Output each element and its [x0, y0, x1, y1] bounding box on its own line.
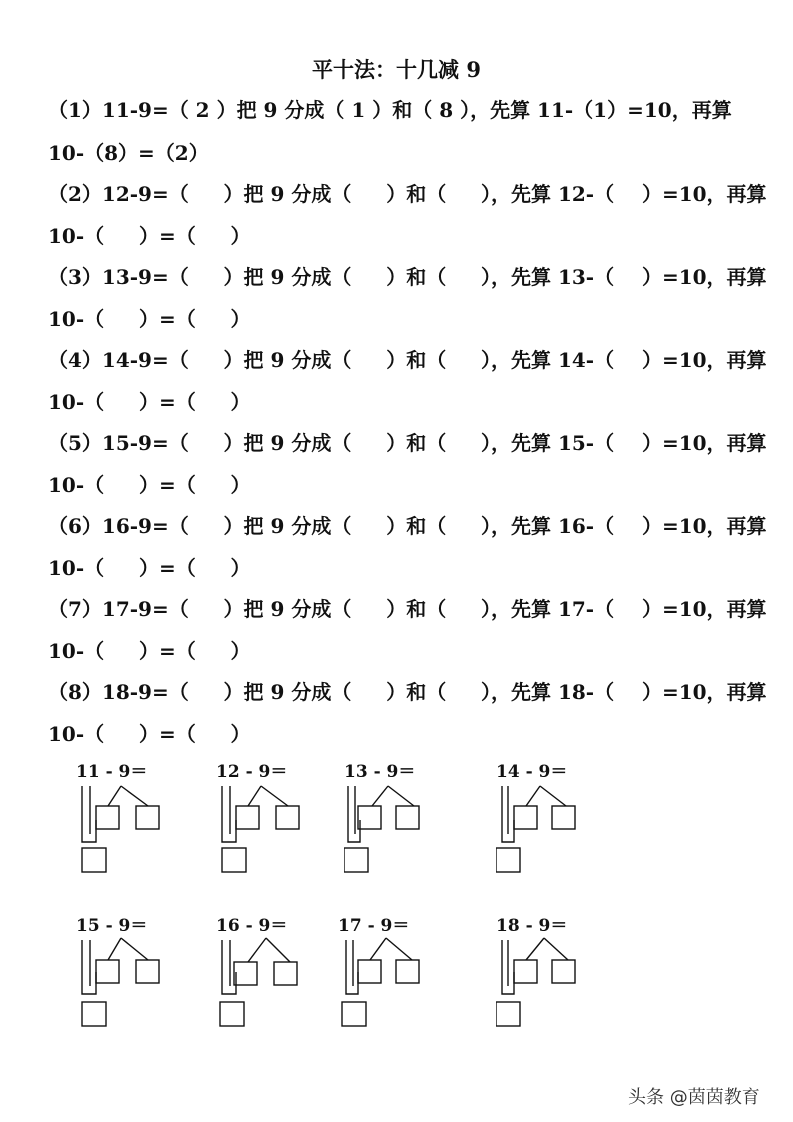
- diagram-boxes: [344, 762, 464, 874]
- exercise-line: （4）14-9=（ ）把 9 分成（ ）和（ ），先算 14-（ ）=10，再算: [48, 348, 767, 372]
- exercise-line: 10-（ ）=（ ）: [48, 722, 251, 746]
- diagram-expression: 13 - 9＝: [344, 762, 416, 782]
- decomposition-diagram: [496, 762, 616, 872]
- diagram-boxes: [76, 762, 196, 874]
- exercise-line: （8）18-9=（ ）把 9 分成（ ）和（ ），先算 18-（ ）=10，再算: [48, 680, 767, 704]
- decomposition-diagram: [216, 916, 336, 1026]
- diagram-boxes: [496, 762, 616, 874]
- diagram-expression: 18 - 9＝: [496, 916, 568, 936]
- decomposition-diagram: [344, 762, 464, 872]
- exercise-line: 10-（ ）=（ ）: [48, 556, 251, 580]
- exercise-line: 10-（8）=（2）: [48, 141, 209, 165]
- exercise-line: 10-（ ）=（ ）: [48, 473, 251, 497]
- exercise-line: （7）17-9=（ ）把 9 分成（ ）和（ ），先算 17-（ ）=10，再算: [48, 597, 767, 621]
- diagram-boxes: [76, 916, 196, 1028]
- exercise-line: 10-（ ）=（ ）: [48, 390, 251, 414]
- exercise-line: （2）12-9=（ ）把 9 分成（ ）和（ ），先算 12-（ ）=10，再算: [48, 182, 767, 206]
- decomposition-diagram: [216, 762, 336, 872]
- diagram-boxes: [338, 916, 458, 1028]
- exercise-line: 10-（ ）=（ ）: [48, 307, 251, 331]
- exercise-line: （6）16-9=（ ）把 9 分成（ ）和（ ），先算 16-（ ）=10，再算: [48, 514, 767, 538]
- diagram-expression: 14 - 9＝: [496, 762, 568, 782]
- decomposition-diagram: [76, 762, 196, 872]
- watermark-text: 头条 @茵茵教育: [628, 1087, 760, 1108]
- diagram-expression: 15 - 9＝: [76, 916, 148, 936]
- exercise-line: （3）13-9=（ ）把 9 分成（ ）和（ ），先算 13-（ ）=10，再算: [48, 265, 767, 289]
- diagram-expression: 16 - 9＝: [216, 916, 288, 936]
- diagram-boxes: [216, 916, 336, 1028]
- diagram-expression: 11 - 9＝: [76, 762, 148, 782]
- exercise-line: （5）15-9=（ ）把 9 分成（ ）和（ ），先算 15-（ ）=10，再算: [48, 431, 767, 455]
- exercise-line: 10-（ ）=（ ）: [48, 639, 251, 663]
- decomposition-diagram: [76, 916, 196, 1026]
- exercise-line: （1）11-9=（ 2 ）把 9 分成（ 1 ）和（ 8 ），先算 11-（1）=10，再算: [48, 98, 732, 122]
- page-title: 平十法：十几减 9: [312, 57, 481, 82]
- diagram-expression: 12 - 9＝: [216, 762, 288, 782]
- diagram-expression: 17 - 9＝: [338, 916, 410, 936]
- decomposition-diagram: [496, 916, 616, 1026]
- diagram-boxes: [496, 916, 616, 1028]
- decomposition-diagram: [338, 916, 458, 1026]
- exercise-line: 10-（ ）=（ ）: [48, 224, 251, 248]
- diagram-boxes: [216, 762, 336, 874]
